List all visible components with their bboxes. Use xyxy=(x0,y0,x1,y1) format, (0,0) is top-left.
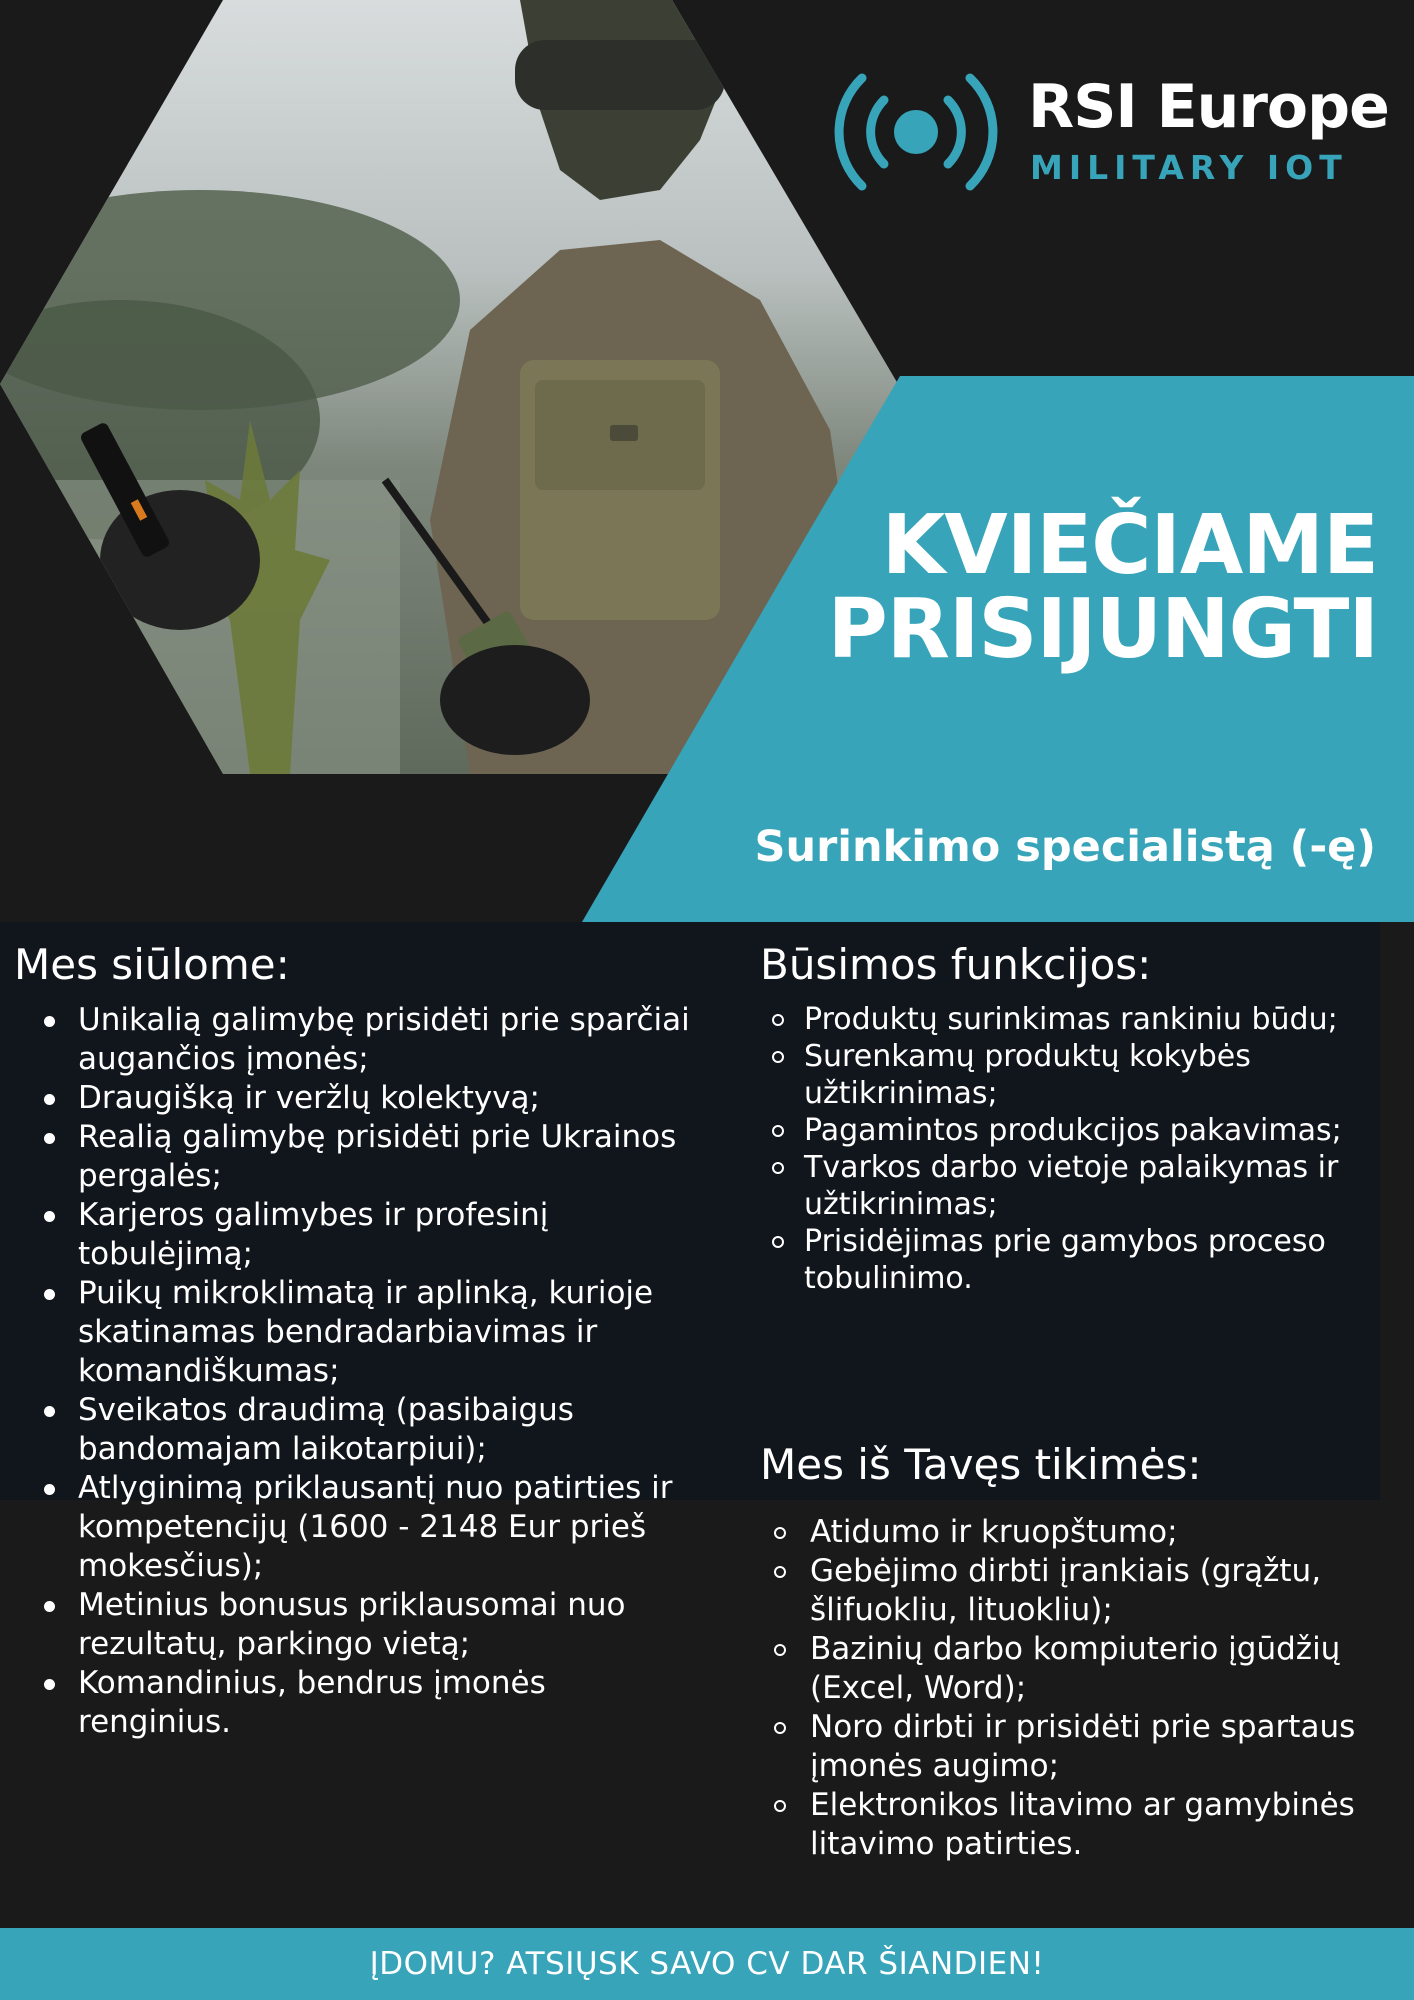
expectations-list xyxy=(760,1513,1410,1864)
list-item: Sveikatos draudimą (pasibaigus bandomajam laikotarpiui); xyxy=(14,1391,694,1469)
duties-section xyxy=(760,940,1410,1297)
expectations-title: Mes iš Tavęs tikimės: xyxy=(760,1440,1202,1489)
list-item: Produktų surinkimas rankiniu būdu; xyxy=(760,1001,1410,1038)
list-item: Karjeros galimybes ir profesinį tobulėjimą; xyxy=(14,1196,694,1274)
list-item: Pagamintos produkcijos pakavimas; xyxy=(760,1112,1410,1149)
headline-line-2: PRISIJUNGTI xyxy=(827,582,1378,677)
offer-list xyxy=(14,1001,694,1742)
brand-tagline: MILITARY IOT xyxy=(1030,148,1348,187)
duties-list xyxy=(760,1001,1410,1297)
position-title: Surinkimo specialistą (-ę) xyxy=(754,822,1376,872)
headline xyxy=(827,498,1378,677)
list-item: Elektronikos litavimo ar gamybinės litavimo patirties. xyxy=(760,1786,1410,1864)
list-item: Unikalią galimybę prisidėti prie sparčiai augančios įmonės; xyxy=(14,1001,694,1079)
brand-name: RSI Europe xyxy=(1028,72,1389,142)
headline-line-1: KVIEČIAME xyxy=(881,498,1378,593)
offer-title: Mes siūlome: xyxy=(14,940,290,989)
list-item: Noro dirbti ir prisidėti prie spartaus įmonės augimo; xyxy=(760,1708,1410,1786)
list-item: Realią galimybę prisidėti prie Ukrainos pergalės; xyxy=(14,1118,694,1196)
list-item: Atlyginimą priklausantį nuo patirties ir kompetencijų (1600 - 2148 Eur prieš mokesčius); xyxy=(14,1469,694,1586)
duties-title: Būsimos funkcijos: xyxy=(760,940,1152,989)
list-item: Komandinius, bendrus įmonės renginius. xyxy=(14,1664,694,1742)
list-item: Puikų mikroklimatą ir aplinką, kurioje skatinamas bendradarbiavimas ir komandiškumas; xyxy=(14,1274,694,1391)
list-item: Draugišką ir veržlų kolektyvą; xyxy=(14,1079,694,1118)
list-item: Tvarkos darbo vietoje palaikymas ir užtikrinimas; xyxy=(760,1149,1410,1223)
offer-section xyxy=(14,940,694,1742)
signal-broadcast-icon xyxy=(832,70,1002,195)
list-item: Atidumo ir kruopštumo; xyxy=(760,1513,1410,1552)
expectations-section xyxy=(760,1440,1410,1864)
list-item: Prisidėjimas prie gamybos proceso tobulinimo. xyxy=(760,1223,1410,1297)
company-logo xyxy=(832,70,1389,200)
footer-cta: ĮDOMU? ATSIŲSK SAVO CV DAR ŠIANDIEN! xyxy=(369,1946,1045,1982)
list-item: Bazinių darbo kompiuterio įgūdžių (Excel, Word); xyxy=(760,1630,1410,1708)
list-item: Surenkamų produktų kokybės užtikrinimas; xyxy=(760,1038,1410,1112)
list-item: Gebėjimo dirbti įrankiais (grąžtu, šlifuokliu, lituokliu); xyxy=(760,1552,1410,1630)
footer-banner xyxy=(0,1928,1414,2000)
list-item: Metinius bonusus priklausomai nuo rezultatų, parkingo vietą; xyxy=(14,1586,694,1664)
